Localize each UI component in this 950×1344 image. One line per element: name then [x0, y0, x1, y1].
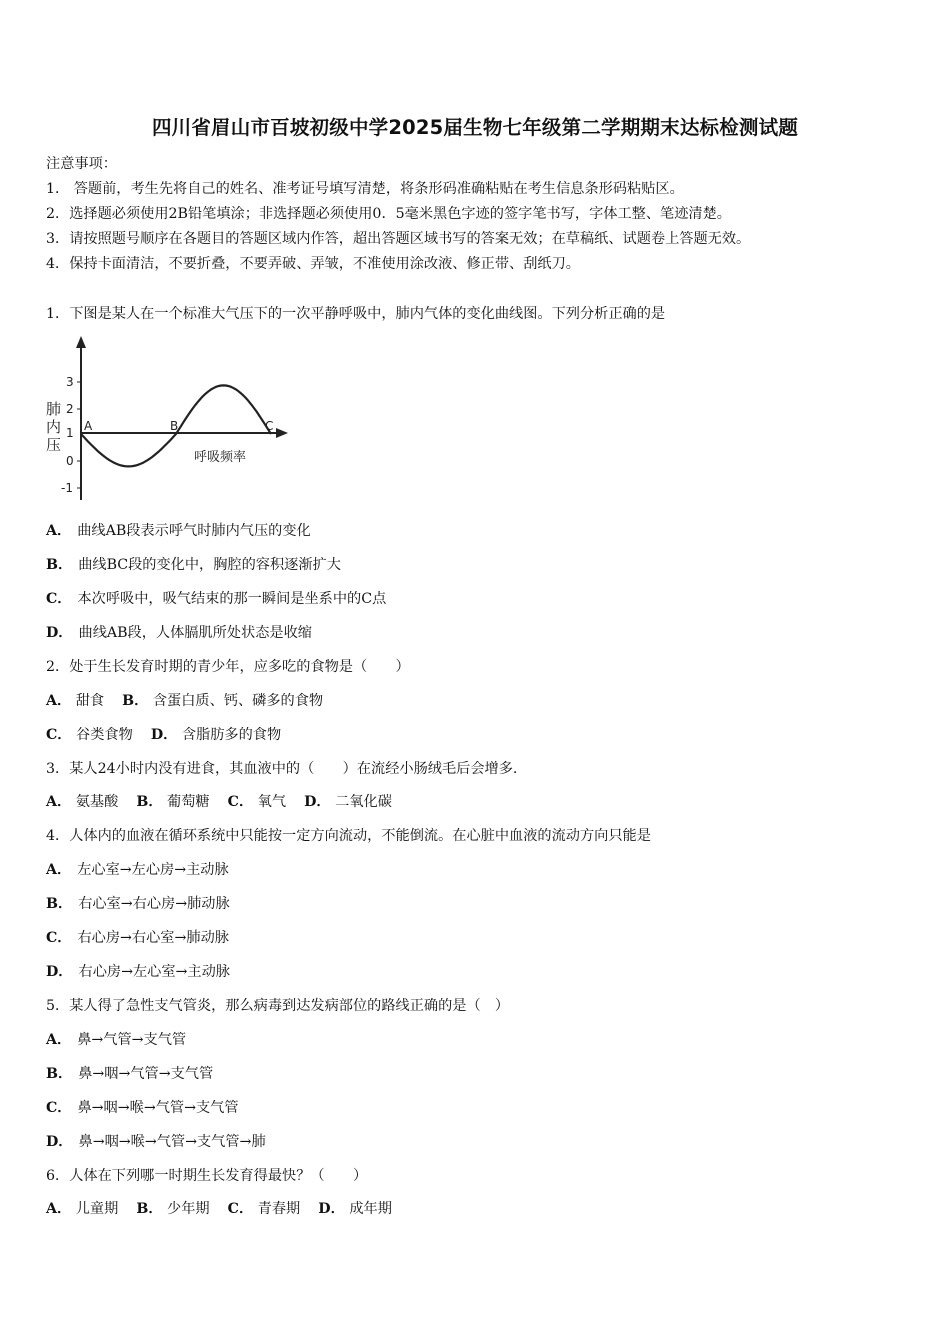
y-tick-1: 1 [66, 426, 74, 440]
point-c-label: C [265, 419, 274, 433]
y-label-char-2: 内 [46, 418, 62, 436]
y-tick-2: 2 [66, 402, 74, 416]
q6-options-row [46, 1198, 392, 1218]
q2-option-b[interactable]: B． 含蛋白质、钙、磷多的食物 [122, 693, 324, 709]
y-axis-arrow [76, 336, 86, 348]
q5-option-a[interactable]: A． 鼻→气管→支气管 [46, 1032, 187, 1048]
notes-heading: 注意事项： [46, 156, 117, 172]
q5-option-c[interactable]: C． 鼻→咽→喉→气管→支气管 [46, 1100, 239, 1116]
q6-option-a[interactable]: A． 儿童期 [46, 1201, 119, 1217]
q2-option-d[interactable]: D． 含脂肪多的食物 [150, 727, 282, 743]
q4-option-c[interactable]: C． 右心房→右心室→肺动脉 [46, 930, 229, 946]
q3-option-c[interactable]: C． 氧气 [227, 794, 287, 810]
q2-stem: 2．处于生长发育时期的青少年，应多吃的食物是（ ） [46, 659, 410, 675]
q1-option-c[interactable]: C． 本次呼吸中，吸气结束的那一瞬间是坐系中的C点 [46, 591, 387, 607]
y-tick-3: 3 [66, 375, 74, 389]
q6-option-b[interactable]: B． 少年期 [136, 1201, 210, 1217]
q6-option-c[interactable]: C． 青春期 [227, 1201, 301, 1217]
q1-option-b[interactable]: B． 曲线BC段的变化中，胸腔的容积逐渐扩大 [46, 557, 341, 573]
q2-option-c[interactable]: C． 谷类食物 [46, 727, 133, 743]
x-axis-label: 呼吸频率 [194, 450, 247, 465]
q2-options-row-2 [46, 724, 281, 744]
y-tick-0: 0 [66, 454, 74, 468]
x-axis-arrow [276, 428, 288, 438]
note-item-2: 2．选择题必须使用2B铅笔填涂；非选择题必须使用0．5毫米黑色字迹的签字笔书写，字体工整、笔迹清楚。 [46, 206, 731, 222]
q1-stem: 1．下图是某人在一个标准大气压下的一次平静呼吸中，肺内气体的变化曲线图。下列分析正确的是 [46, 306, 666, 322]
q1-option-d[interactable]: D． 曲线AB段，人体膈肌所处状态是收缩 [46, 625, 312, 641]
q5-option-b[interactable]: B． 鼻→咽→气管→支气管 [46, 1066, 214, 1082]
q3-options-row [46, 791, 392, 811]
point-a-label: A [84, 419, 93, 433]
q5-option-d[interactable]: D． 鼻→咽→喉→气管→支气管→肺 [46, 1134, 266, 1150]
q5-stem: 5．某人得了急性支气管炎，那么病毒到达发病部位的路线正确的是（ ） [46, 998, 510, 1014]
q2-options-row-1 [46, 690, 323, 710]
q6-option-d[interactable]: D． 成年期 [318, 1201, 392, 1217]
q4-stem: 4．人体内的血液在循环系统中只能按一定方向流动，不能倒流。在心脏中血液的流动方向只能是 [46, 828, 651, 844]
pressure-chart [44, 334, 289, 502]
q4-option-d[interactable]: D． 右心房→左心室→主动脉 [46, 964, 230, 980]
q3-stem: 3．某人24小时内没有进食，其血液中的（ ）在流经小肠绒毛后会增多. [46, 761, 518, 777]
note-item-3: 3．请按照题号顺序在各题目的答题区域内作答，超出答题区域书写的答案无效；在草稿纸、试题卷上答题无效。 [46, 231, 751, 247]
q4-option-b[interactable]: B． 右心室→右心房→肺动脉 [46, 896, 230, 912]
y-label-char-1: 肺 [46, 400, 62, 418]
note-item-1: 1． 答题前，考生先将自己的姓名、准考证号填写清楚，将条形码准确粘贴在考生信息条形码粘贴区。 [46, 181, 684, 197]
point-b-label: B [170, 419, 179, 433]
y-label-char-3: 压 [46, 436, 62, 454]
q1-option-a[interactable]: A． 曲线AB段表示呼气时肺内气压的变化 [46, 523, 311, 539]
q3-option-a[interactable]: A． 氨基酸 [46, 794, 119, 810]
q2-option-a[interactable]: A． 甜食 [46, 693, 105, 709]
q3-option-b[interactable]: B． 葡萄糖 [136, 794, 210, 810]
q6-stem: 6．人体在下列哪一时期生长发育得最快？（ ） [46, 1168, 368, 1184]
y-tick-neg1: -1 [61, 481, 73, 495]
page-title: 四川省眉山市百坡初级中学2025届生物七年级第二学期期末达标检测试题 [151, 116, 799, 139]
q3-option-d[interactable]: D． 二氧化碳 [304, 794, 392, 810]
q4-option-a[interactable]: A． 左心室→左心房→主动脉 [46, 862, 229, 878]
note-item-4: 4．保持卡面清洁，不要折叠，不要弄破、弄皱，不准使用涂改液、修正带、刮纸刀。 [46, 256, 580, 272]
